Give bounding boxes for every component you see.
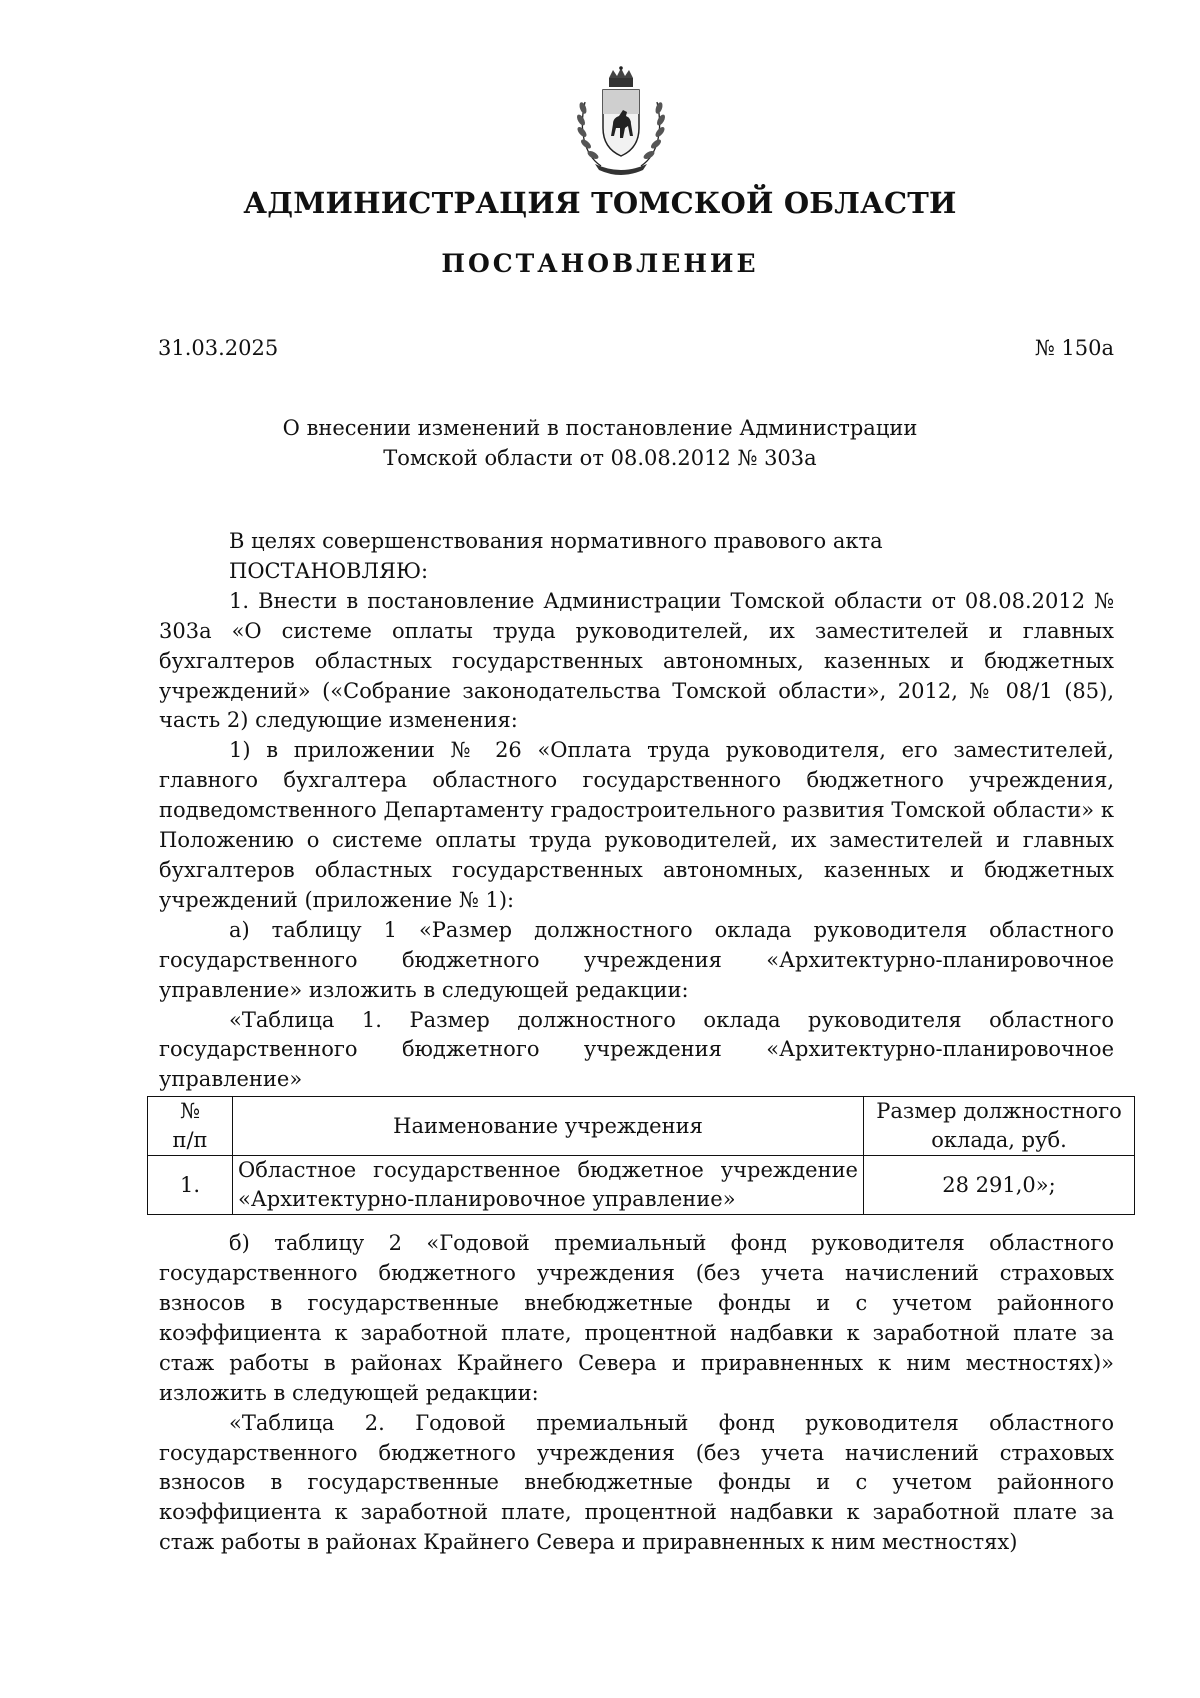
item-b-paragraph: б) таблицу 2 «Годовой премиальный фонд руководителя областного государственного бюджетного учреждения (без учета начислений страховых взносов в государственные внебюджетные фонды и с учетом районного коэффициента к заработной плате, процентной надбавки к заработной плате за стаж работы в районах Крайнего Севера и приравненных к ним местностях)» изложить в следующей редакции:	[159, 1231, 1114, 1405]
row-number: 1.	[148, 1156, 233, 1215]
document-date: 31.03.2025	[158, 336, 279, 360]
table-row	[148, 1156, 1135, 1215]
header-amount-line-1: Размер должностного	[876, 1099, 1122, 1124]
row-institution-name: Областное государственное бюджетное учреждение «Архитектурно-планировочное управление»	[233, 1156, 864, 1215]
subject-line-2: Томской области от 08.08.2012 № 303а	[383, 446, 817, 470]
document-number: № 150а	[1034, 336, 1114, 360]
salary-table	[147, 1096, 1135, 1215]
document-type: ПОСТАНОВЛЕНИЕ	[441, 249, 759, 278]
document-subject	[0, 413, 1200, 473]
table-header-row	[148, 1097, 1135, 1156]
table-2-caption: «Таблица 2. Годовой премиальный фонд руководителя областного государственного бюджетного учреждения (без учета начислений страховых взносов в государственные внебюджетные фонды и с учетом районного коэффициента к заработной плате, процентной надбавки к заработной плате за стаж работы в районах Крайнего Севера и приравненных к ним местностях)	[159, 1410, 1114, 1555]
table-1-caption: «Таблица 1. Размер должностного оклада руководителя областного государственного бюджетного учреждения «Архитектурно-планировочное управление»	[159, 1007, 1114, 1092]
document-body	[159, 527, 1122, 1558]
organization-title: АДМИНИСТРАЦИЯ ТОМСКОЙ ОБЛАСТИ	[243, 186, 957, 220]
resolve-paragraph: ПОСТАНОВЛЯЮ:	[229, 558, 429, 583]
item-a-paragraph: а) таблицу 1 «Размер должностного оклада руководителя областного государственного бюджетного учреждения «Архитектурно-планировочное управление» изложить в следующей редакции:	[159, 917, 1114, 1002]
header-amount-line-2: оклада, руб.	[931, 1128, 1067, 1153]
item-1-paragraph: 1. Внести в постановление Администрации Томской области от 08.08.2012 № 303а «О системе оплаты труда руководителей, их заместителей и главных бухгалтеров областных государственных автономных, казенных и бюджетных учреждений» («Собрание законодательства Томской области», 2012, № 08/1 (85), часть 2) следующие изменения:	[159, 588, 1114, 733]
header-name: Наименование учреждения	[233, 1097, 864, 1156]
item-1-1-paragraph: 1) в приложении № 26 «Оплата труда руководителя, его заместителей, главного бухгалтера областного государственного бюджетного учреждения, подведомственного Департаменту градостроительного развития Томской области» к Положению о системе оплаты труда руководителей, их заместителей и главных бухгалтеров областных государственных автономных, казенных и бюджетных учреждений (приложение № 1):	[159, 738, 1114, 912]
header-number	[148, 1097, 233, 1156]
row-salary-amount: 28 291,0»;	[864, 1156, 1135, 1215]
intro-paragraph: В целях совершенствования нормативного правового акта	[229, 529, 883, 553]
coat-of-arms-icon	[573, 66, 669, 178]
subject-line-1: О внесении изменений в постановление Администрации	[282, 416, 918, 440]
header-number-line-2: п/п	[172, 1128, 208, 1153]
header-number-line-1: №	[180, 1099, 200, 1124]
header-amount	[864, 1097, 1135, 1156]
